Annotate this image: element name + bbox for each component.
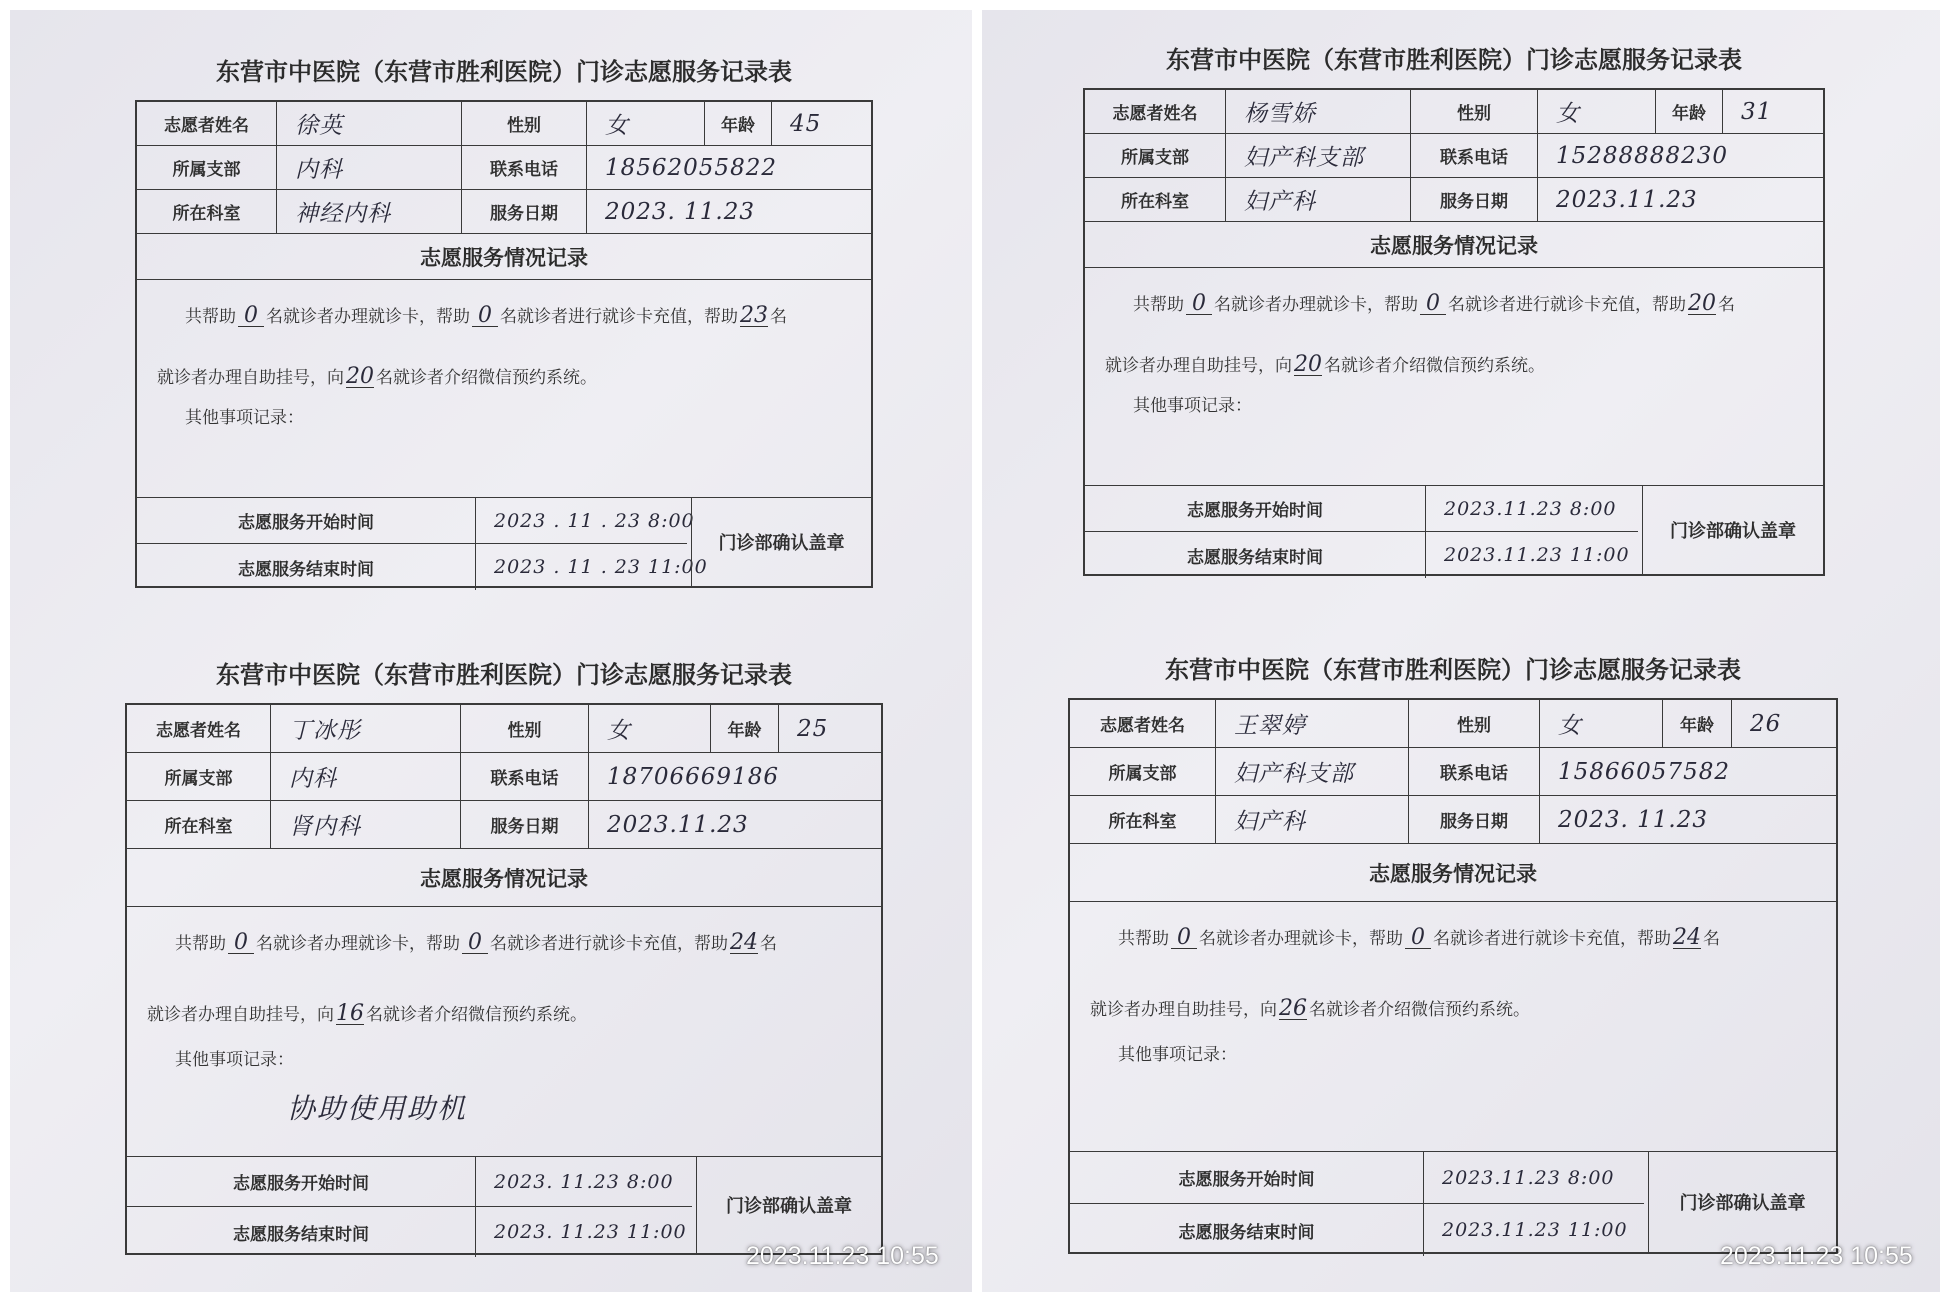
field-value: 2023. 11.23 xyxy=(605,198,755,225)
service-record xyxy=(137,280,871,498)
field-label: 志愿者姓名 xyxy=(127,705,271,752)
end-time-row xyxy=(137,544,708,590)
field-value: 内科 xyxy=(271,753,461,800)
field-value: 徐英 xyxy=(277,102,462,145)
text: 就诊者办理自助挂号，向 xyxy=(147,1005,334,1025)
field-label: 性别 xyxy=(1409,700,1540,747)
field-label: 年龄 xyxy=(1656,90,1723,133)
field-label: 志愿者姓名 xyxy=(137,102,277,145)
count-recharge: 0 xyxy=(462,933,488,954)
branch-row xyxy=(127,753,881,801)
other-label: 其他事项记录： xyxy=(185,408,304,428)
field-value: 26 xyxy=(1750,710,1782,737)
end-label: 志愿服务结束时间 xyxy=(127,1207,476,1257)
field-value: 丁冰彤 xyxy=(271,705,461,752)
service-record xyxy=(1085,268,1823,486)
count-wechat: 26 xyxy=(1279,996,1307,1021)
field-value: 15288888230 xyxy=(1556,142,1728,169)
record-line-1 xyxy=(1118,924,1720,949)
start-value: 2023 . 11 . 23 8:00 xyxy=(494,509,695,532)
end-label: 志愿服务结束时间 xyxy=(1085,532,1426,578)
end-time-row xyxy=(1085,532,1638,578)
start-time-row xyxy=(1085,486,1638,532)
count-self-register: 24 xyxy=(1673,925,1701,950)
form-title: 东营市中医院（东营市胜利医院）门诊志愿服务记录表 xyxy=(1165,655,1741,684)
field-label: 志愿者姓名 xyxy=(1085,90,1226,133)
count-self-register: 20 xyxy=(1688,291,1716,316)
field-value: 18706669186 xyxy=(607,763,779,790)
field-value: 杨雪娇 xyxy=(1226,90,1411,133)
end-value: 2023 . 11 . 23 11:00 xyxy=(494,556,708,578)
start-time-row xyxy=(137,498,695,544)
count-recharge: 0 xyxy=(1420,294,1446,315)
count-new-card: 0 xyxy=(1186,294,1212,315)
field-label: 联系电话 xyxy=(1409,748,1540,795)
text: 名就诊者介绍微信预约系统。 xyxy=(1324,356,1545,376)
start-value: 2023.11.23 8:00 xyxy=(1444,497,1617,520)
field-label: 年龄 xyxy=(711,705,779,752)
count-recharge: 0 xyxy=(1405,928,1431,949)
text: 名 xyxy=(770,307,787,327)
field-label: 所在科室 xyxy=(1085,178,1226,221)
stamp-box: 门诊部确认盖章 xyxy=(696,1157,881,1253)
field-value: 女 xyxy=(589,705,711,752)
count-recharge: 0 xyxy=(472,306,498,327)
field-label: 志愿者姓名 xyxy=(1070,700,1216,747)
record-line-2 xyxy=(1090,995,1530,1020)
field-label: 所在科室 xyxy=(1070,796,1216,843)
stamp-box: 门诊部确认盖章 xyxy=(1642,486,1823,574)
field-value: 31 xyxy=(1741,98,1773,125)
count-wechat: 20 xyxy=(1294,352,1322,377)
other-label: 其他事项记录： xyxy=(1118,1045,1237,1065)
start-label: 志愿服务开始时间 xyxy=(1070,1152,1424,1203)
start-value: 2023. 11.23 8:00 xyxy=(494,1170,674,1193)
text: 名就诊者进行就诊卡充值，帮助 xyxy=(500,307,738,327)
record-line-2 xyxy=(157,363,597,388)
field-value: 2023. 11.23 xyxy=(1558,806,1708,833)
form-table xyxy=(1083,88,1825,576)
field-label: 所属支部 xyxy=(1085,134,1226,177)
field-label: 服务日期 xyxy=(461,801,589,848)
field-label: 所属支部 xyxy=(1070,748,1216,795)
end-value: 2023. 11.23 11:00 xyxy=(494,1221,687,1243)
field-value: 2023.11.23 xyxy=(607,811,749,838)
text: 就诊者办理自助挂号，向 xyxy=(1105,356,1292,376)
text: 名就诊者办理就诊卡，帮助 xyxy=(1214,295,1418,315)
field-label: 联系电话 xyxy=(461,753,589,800)
text: 共帮助 xyxy=(175,934,226,954)
field-label: 所属支部 xyxy=(137,146,277,189)
end-label: 志愿服务结束时间 xyxy=(137,544,476,590)
field-label: 年龄 xyxy=(705,102,772,145)
form-table xyxy=(135,100,873,588)
count-new-card: 0 xyxy=(1171,928,1197,949)
other-label: 其他事项记录： xyxy=(1133,396,1252,416)
field-value: 妇产科 xyxy=(1226,178,1411,221)
text: 名就诊者进行就诊卡充值，帮助 xyxy=(1448,295,1686,315)
timestamp-right: 2023.11.23 10:55 xyxy=(1720,1242,1913,1270)
end-time-row xyxy=(1070,1204,1644,1256)
text: 名就诊者介绍微信预约系统。 xyxy=(1309,1000,1530,1020)
section-heading: 志愿服务情况记录 xyxy=(1070,844,1836,902)
record-line-2 xyxy=(1105,351,1545,376)
count-wechat: 20 xyxy=(346,364,374,389)
field-value: 内科 xyxy=(277,146,462,189)
field-value: 18562055822 xyxy=(605,154,777,181)
record-line-1 xyxy=(1133,290,1735,315)
text: 就诊者办理自助挂号，向 xyxy=(157,368,344,388)
text: 共帮助 xyxy=(1133,295,1184,315)
form-title: 东营市中医院（东营市胜利医院）门诊志愿服务记录表 xyxy=(216,57,792,86)
text: 名就诊者进行就诊卡充值，帮助 xyxy=(490,934,728,954)
stamp-box: 门诊部确认盖章 xyxy=(691,498,871,586)
text: 名就诊者办理就诊卡，帮助 xyxy=(1199,929,1403,949)
start-time-row xyxy=(1070,1152,1644,1204)
service-record xyxy=(1070,902,1836,1152)
start-label: 志愿服务开始时间 xyxy=(1085,486,1426,531)
form-table xyxy=(125,703,883,1255)
section-heading: 志愿服务情况记录 xyxy=(1085,222,1823,268)
field-label: 所在科室 xyxy=(127,801,271,848)
field-label: 服务日期 xyxy=(1409,796,1540,843)
end-time-row xyxy=(127,1207,692,1257)
field-value: 妇产科支部 xyxy=(1216,748,1409,795)
form-title: 东营市中医院（东营市胜利医院）门诊志愿服务记录表 xyxy=(216,660,792,689)
service-record xyxy=(127,907,881,1157)
text: 名就诊者进行就诊卡充值，帮助 xyxy=(1433,929,1671,949)
branch-row xyxy=(1085,134,1823,178)
text: 名 xyxy=(1718,295,1735,315)
start-label: 志愿服务开始时间 xyxy=(137,498,476,543)
stamp-box: 门诊部确认盖章 xyxy=(1648,1152,1836,1252)
record-line-2 xyxy=(147,1000,587,1025)
form-title: 东营市中医院（东营市胜利医院）门诊志愿服务记录表 xyxy=(1166,45,1742,74)
timestamp-left: 2023.11.23 10:55 xyxy=(746,1242,939,1270)
record-line-1 xyxy=(175,929,777,954)
field-value: 45 xyxy=(790,110,822,137)
end-label: 志愿服务结束时间 xyxy=(1070,1204,1424,1256)
end-value: 2023.11.23 11:00 xyxy=(1444,544,1630,566)
text: 共帮助 xyxy=(185,307,236,327)
dept-row xyxy=(137,190,871,234)
text: 就诊者办理自助挂号，向 xyxy=(1090,1000,1277,1020)
count-self-register: 24 xyxy=(730,930,758,955)
dept-row xyxy=(1085,178,1823,222)
count-wechat: 16 xyxy=(336,1001,364,1026)
branch-row xyxy=(1070,748,1836,796)
section-heading: 志愿服务情况记录 xyxy=(137,234,871,280)
form-table xyxy=(1068,698,1838,1254)
count-new-card: 0 xyxy=(228,933,254,954)
dept-row xyxy=(1070,796,1836,844)
section-heading: 志愿服务情况记录 xyxy=(127,849,881,907)
field-label: 年龄 xyxy=(1663,700,1732,747)
name-row xyxy=(1070,700,1836,748)
record-line-1 xyxy=(185,302,787,327)
name-row xyxy=(1085,90,1823,134)
text: 名就诊者介绍微信预约系统。 xyxy=(366,1005,587,1025)
field-value: 肾内科 xyxy=(271,801,461,848)
field-label: 服务日期 xyxy=(1411,178,1538,221)
field-label: 联系电话 xyxy=(1411,134,1538,177)
field-label: 所属支部 xyxy=(127,753,271,800)
field-value: 女 xyxy=(1538,90,1656,133)
text: 名就诊者办理就诊卡，帮助 xyxy=(266,307,470,327)
dept-row xyxy=(127,801,881,849)
field-value: 女 xyxy=(1540,700,1663,747)
text: 名就诊者办理就诊卡，帮助 xyxy=(256,934,460,954)
text: 名 xyxy=(1703,929,1720,949)
other-label: 其他事项记录： xyxy=(175,1050,294,1070)
field-value: 2023.11.23 xyxy=(1556,186,1698,213)
field-label: 服务日期 xyxy=(462,190,587,233)
field-value: 王翠婷 xyxy=(1216,700,1409,747)
start-value: 2023.11.23 8:00 xyxy=(1442,1166,1615,1189)
text: 名就诊者介绍微信预约系统。 xyxy=(376,368,597,388)
field-label: 联系电话 xyxy=(462,146,587,189)
start-time-row xyxy=(127,1157,692,1207)
count-new-card: 0 xyxy=(238,306,264,327)
branch-row xyxy=(137,146,871,190)
text: 名 xyxy=(760,934,777,954)
field-label: 所在科室 xyxy=(137,190,277,233)
field-value: 妇产科 xyxy=(1216,796,1409,843)
field-value: 妇产科支部 xyxy=(1226,134,1411,177)
field-value: 25 xyxy=(797,715,829,742)
text: 共帮助 xyxy=(1118,929,1169,949)
field-label: 性别 xyxy=(462,102,587,145)
field-label: 性别 xyxy=(461,705,589,752)
other-note: 协助使用助机 xyxy=(287,1092,468,1125)
field-value: 女 xyxy=(587,102,705,145)
name-row xyxy=(127,705,881,753)
count-self-register: 23 xyxy=(740,303,768,328)
field-value: 15866057582 xyxy=(1558,758,1730,785)
field-label: 性别 xyxy=(1411,90,1538,133)
name-row xyxy=(137,102,871,146)
field-value: 神经内科 xyxy=(277,190,462,233)
start-label: 志愿服务开始时间 xyxy=(127,1157,476,1206)
end-value: 2023.11.23 11:00 xyxy=(1442,1219,1628,1241)
